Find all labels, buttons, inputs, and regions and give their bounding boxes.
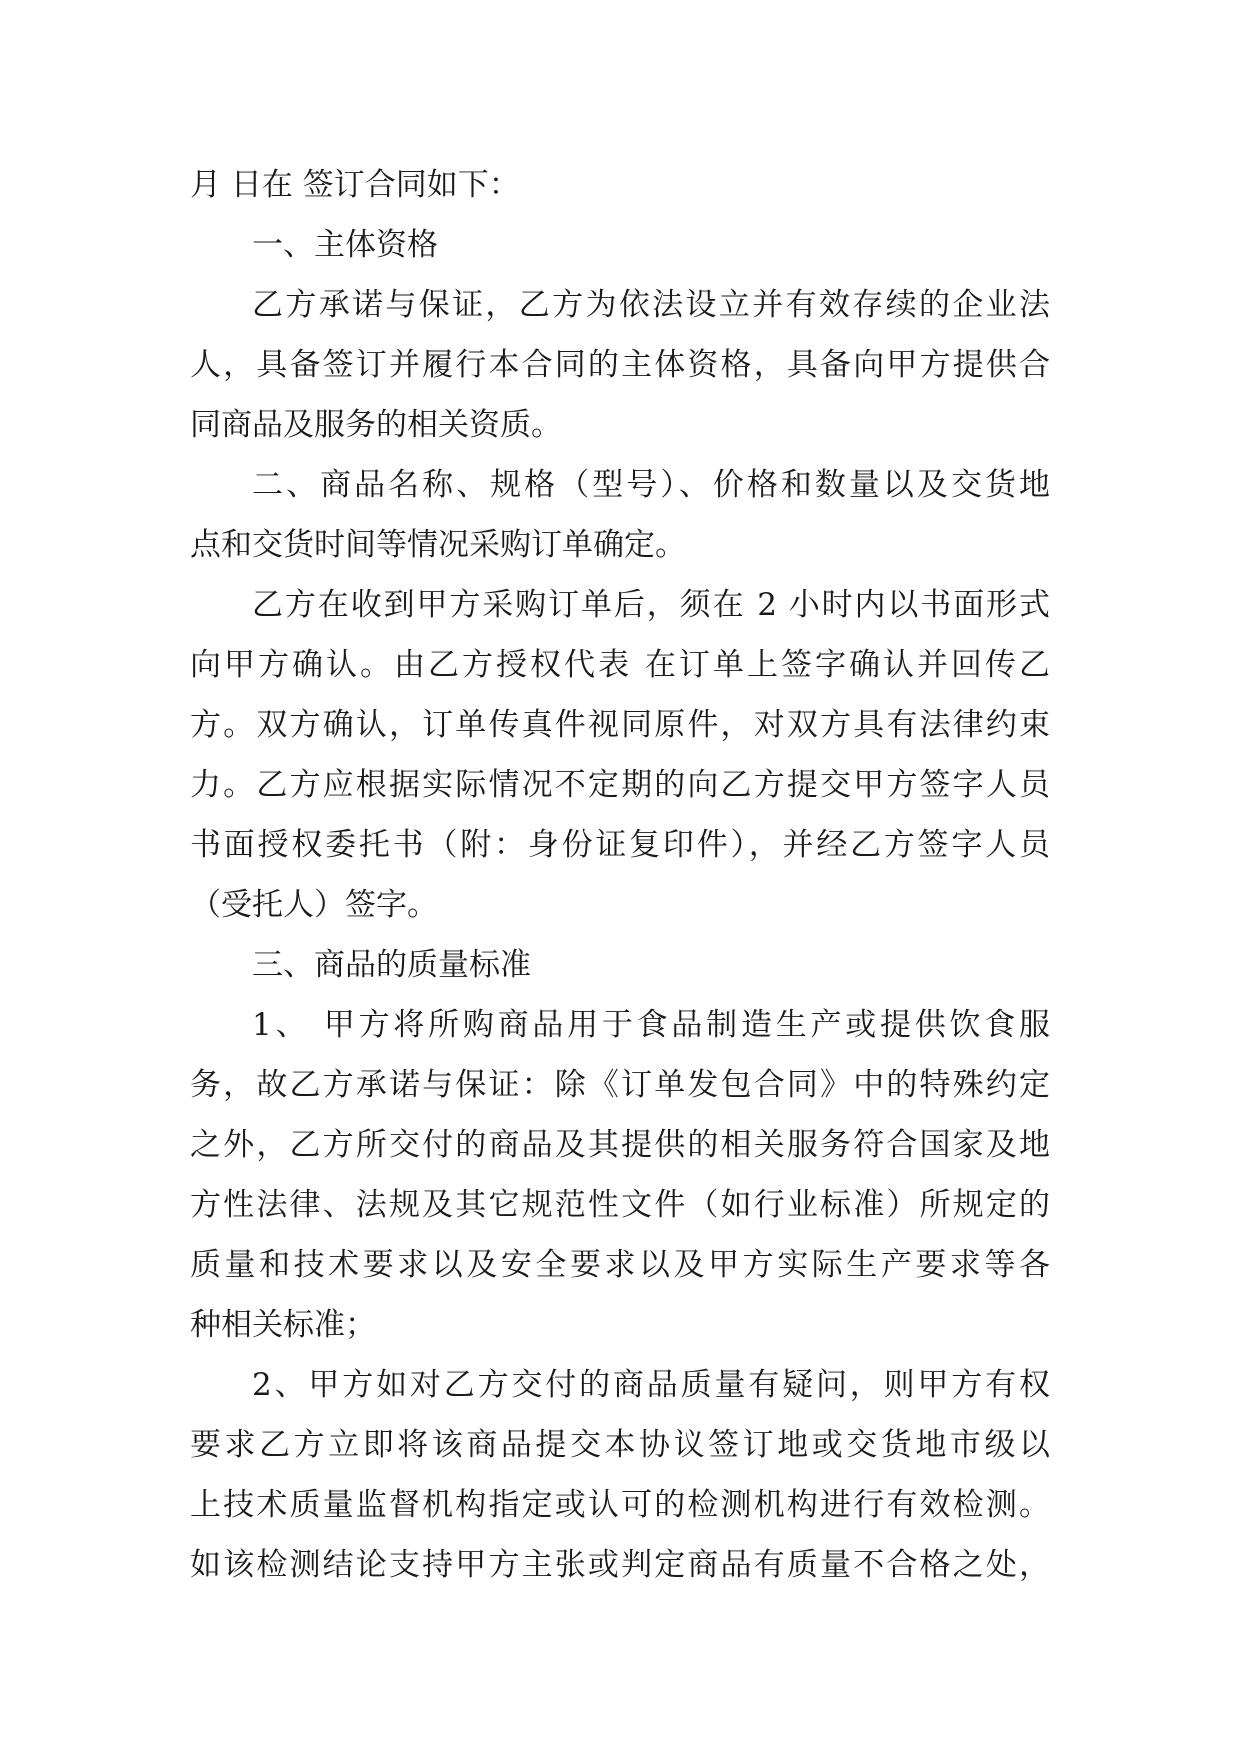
text-line: 要求乙方立即将该商品提交本协议签订地或交货地市级以 <box>190 1427 1050 1463</box>
text-line: 方性法律、法规及其它规范性文件（如行业标准）所规定的 <box>190 1187 1050 1223</box>
text-line: 乙方承诺与保证，乙方为依法设立并有效存续的企业法 <box>252 287 1050 323</box>
text-line: 力。乙方应根据实际情况不定期的向乙方提交甲方签字人员 <box>190 767 1050 803</box>
text-line: 书面授权委托书（附：身份证复印件），并经乙方签字人员 <box>190 827 1050 863</box>
section-heading: 一、主体资格 <box>252 227 438 263</box>
text-line: 点和交货时间等情况采购订单确定。 <box>190 527 686 563</box>
section-heading: 三、商品的质量标准 <box>252 947 531 983</box>
text-line: 同商品及服务的相关资质。 <box>190 407 562 443</box>
section-heading: 二、商品名称、规格（型号）、价格和数量以及交货地 <box>252 467 1050 503</box>
text-line: 1、 甲方将所购商品用于食品制造生产或提供饮食服 <box>252 1007 1050 1043</box>
text-line: 方。双方确认，订单传真件视同原件，对双方具有法律约束 <box>190 707 1050 743</box>
text-line: 务，故乙方承诺与保证：除《订单发包合同》中的特殊约定 <box>190 1067 1050 1103</box>
text-line: 如该检测结论支持甲方主张或判定商品有质量不合格之处， <box>190 1547 1050 1583</box>
text-line: 上技术质量监督机构指定或认可的检测机构进行有效检测。 <box>190 1487 1050 1523</box>
text-line: 月 日在 签订合同如下： <box>190 167 520 203</box>
text-line: 向甲方确认。由乙方授权代表 在订单上签字确认并回传乙 <box>190 647 1050 683</box>
text-line: 质量和技术要求以及安全要求以及甲方实际生产要求等各 <box>190 1247 1050 1283</box>
text-line: 乙方在收到甲方采购订单后，须在 2 小时内以书面形式 <box>252 587 1050 623</box>
text-line: 人，具备签订并履行本合同的主体资格，具备向甲方提供合 <box>190 347 1050 383</box>
text-line: 种相关标准； <box>190 1307 376 1343</box>
text-line: 2、甲方如对乙方交付的商品质量有疑问，则甲方有权 <box>252 1367 1050 1403</box>
text-line: （受托人）签字。 <box>190 887 438 923</box>
text-line: 之外，乙方所交付的商品及其提供的相关服务符合国家及地 <box>190 1127 1050 1163</box>
